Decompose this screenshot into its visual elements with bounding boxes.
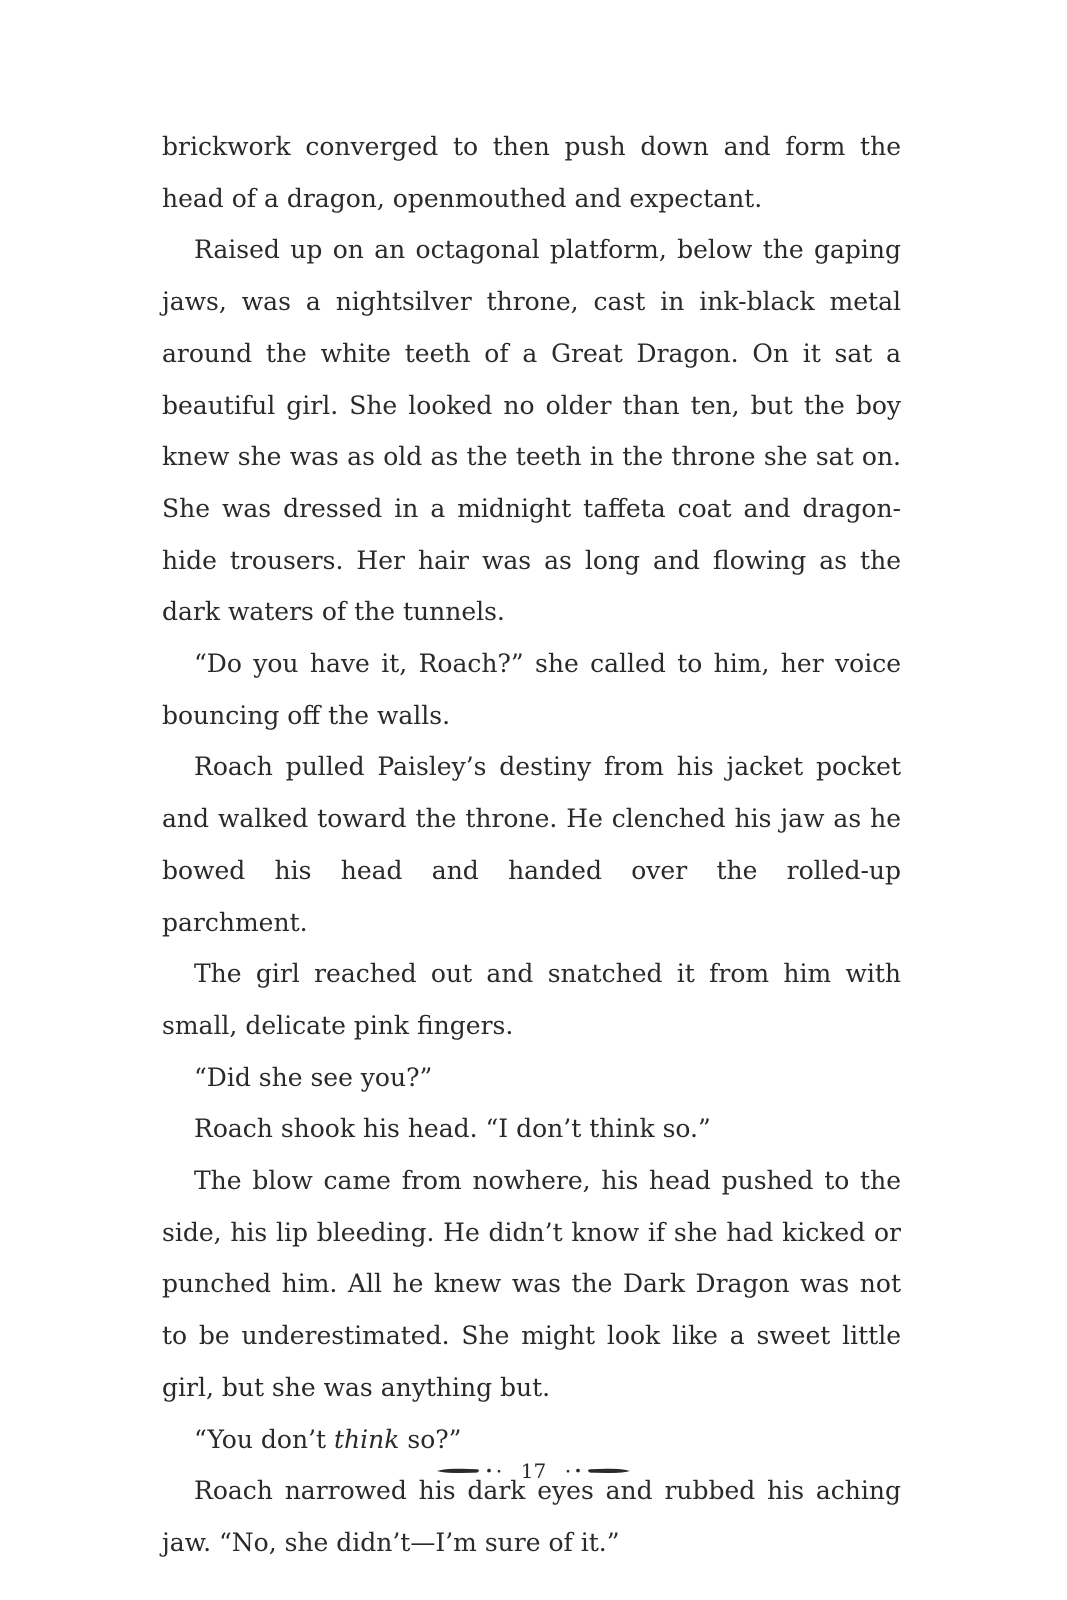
- page-number: 17: [520, 1459, 547, 1483]
- paragraph-4: Roach pulled Paisley’s destiny from his jacket pocket and walked toward the throne. He clenched his jaw as he bowed his head and handed over the rolled-up parchment.: [162, 752, 901, 937]
- paragraph-5: The girl reached out and snatched it from him with small, delicate pink fingers.: [162, 959, 901, 1040]
- brush-stroke-ornament-icon: [564, 1465, 630, 1477]
- paragraph-7: Roach shook his head. “I don’t think so.”: [194, 1114, 711, 1144]
- paragraph-8: The blow came from nowhere, his head pushed to the side, his lip bleeding. He didn’t know if she had kicked or punched him. All he knew was the Dark Dragon was not to be underestimated. She might look like a sweet little girl, but she was anything but.: [162, 1166, 901, 1402]
- paragraph-1: brickwork converged to then push down and form the head of a dragon, openmouthed and expectant.: [162, 132, 901, 213]
- paragraph-9-emphasis: think: [334, 1424, 400, 1454]
- page-footer: [0, 1455, 1067, 1487]
- paragraph-2: Raised up on an octagonal platform, below the gaping jaws, was a nightsilver throne, cast in ink-black metal around the white teeth of a Great Dragon. On it sat a beautiful girl. She looked no older than ten, but the boy knew she was as old as the teeth in the throne she sat on. She was dressed in a midnight taffeta coat and dragon-hide trousers. Her hair was as long and flowing as the dark waters of the tunnels.: [162, 235, 901, 627]
- paragraph-3: “Do you have it, Roach?” she called to him, her voice bouncing off the walls.: [162, 649, 901, 730]
- paragraph-6: “Did she see you?”: [194, 1062, 433, 1092]
- paragraph-10: Roach narrowed his dark eyes and rubbed his aching jaw. “No, she didn’t—I’m sure of it.”: [162, 1476, 901, 1557]
- body-text: [162, 121, 901, 1569]
- paragraph-9-pre: “You don’t: [194, 1424, 335, 1454]
- brush-stroke-ornament-icon: [437, 1465, 503, 1477]
- paragraph-9-post: so?”: [399, 1424, 462, 1454]
